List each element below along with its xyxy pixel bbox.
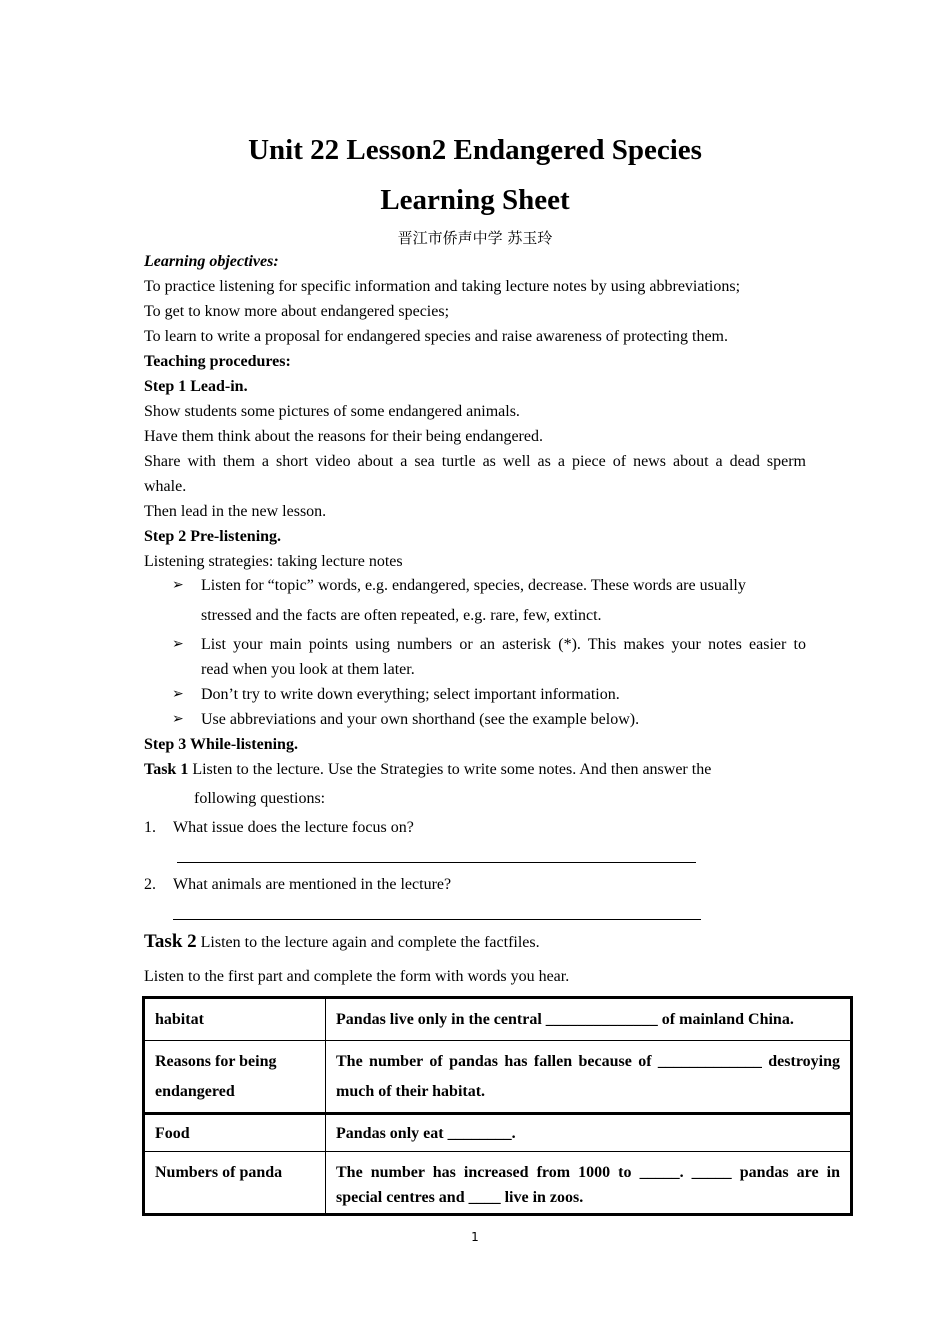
arrow-bullet-icon: ➢ [172, 687, 184, 702]
table-row [144, 1114, 852, 1152]
document-title: Unit 22 Lesson2 Endangered Species [248, 134, 702, 166]
form-intro: Listen to the first part and complete the form with words you hear. [144, 968, 570, 985]
step1-line: Share with them a short video about a sea turtle as well as a piece of news about a dead sperm [144, 453, 806, 470]
arrow-bullet-icon: ➢ [172, 712, 184, 727]
strategy-item: Use abbreviations and your own shorthand (see the example below). [201, 711, 640, 728]
task1-label: Task 1 [144, 761, 189, 778]
author-line: 晋江市侨声中学 苏玉玲 [397, 229, 553, 247]
step1-line: whale. [144, 478, 187, 495]
task2-instruction [144, 931, 806, 954]
procedures-heading: Teaching procedures: [144, 353, 291, 370]
table-row [144, 998, 852, 1041]
step2-heading: Step 2 Pre-listening. [144, 528, 282, 545]
strategy-item: Listen for “topic” words, e.g. endangered, species, decrease. These words are usually [201, 577, 746, 594]
row-content: Pandas only eat ________. [326, 1114, 852, 1152]
question-text: What issue does the lecture focus on? [173, 819, 414, 836]
table-row [144, 1152, 852, 1215]
question-number: 2. [144, 876, 156, 893]
table-row [144, 1041, 852, 1114]
question-number: 1. [144, 819, 156, 836]
step1-line: Then lead in the new lesson. [144, 503, 327, 520]
row-content: Pandas live only in the central ______________ of mainland China. [326, 998, 852, 1041]
objective-item: To get to know more about endangered species; [144, 303, 450, 320]
document-subtitle: Learning Sheet [380, 184, 570, 216]
arrow-bullet-icon: ➢ [172, 578, 184, 593]
row-label: Food [144, 1114, 326, 1152]
answer-blank-line[interactable] [177, 862, 696, 863]
task2-text: Listen to the lecture again and complete the factfiles. [196, 934, 540, 951]
page-number: 1 [471, 1230, 479, 1244]
strategy-item-continued: stressed and the facts are often repeated, e.g. rare, few, extinct. [201, 607, 602, 624]
task1-text: Listen to the lecture. Use the Strategies to write some notes. And then answer the [188, 761, 712, 778]
row-label: Numbers of panda [144, 1152, 326, 1215]
strategies-intro: Listening strategies: taking lecture notes [144, 553, 403, 570]
strategy-item: Don’t try to write down everything; select important information. [201, 686, 620, 703]
arrow-bullet-icon: ➢ [172, 637, 184, 652]
objective-item: To practice listening for specific information and taking lecture notes by using abbreviations; [144, 278, 741, 295]
objectives-heading: Learning objectives: [144, 253, 279, 270]
row-label: Reasons for being endangered [144, 1041, 326, 1114]
question-text: What animals are mentioned in the lecture? [173, 876, 452, 893]
task1-instruction [144, 760, 806, 780]
step1-line: Have them think about the reasons for their being endangered. [144, 428, 543, 445]
row-label: habitat [144, 998, 326, 1041]
task1-text-continued: following questions: [194, 790, 326, 807]
step1-line: Show students some pictures of some endangered animals. [144, 403, 520, 420]
objective-item: To learn to write a proposal for endangered species and raise awareness of protecting them. [144, 328, 728, 345]
answer-blank-line[interactable] [173, 919, 701, 920]
step1-heading: Step 1 Lead-in. [144, 378, 248, 395]
strategy-item: List your main points using numbers or an asterisk (*). This makes your notes easier to [201, 636, 806, 653]
row-content: The number of pandas has fallen because of _____________ destroying much of their habitat. [326, 1041, 852, 1114]
step3-heading: Step 3 While-listening. [144, 736, 298, 753]
task2-label: Task 2 [144, 931, 197, 952]
row-content: The number has increased from 1000 to _____. _____ pandas are in special centres and ____ live in zoos. [326, 1152, 852, 1215]
panda-factfile-table [142, 996, 853, 1216]
strategy-item-continued: read when you look at them later. [201, 661, 415, 678]
